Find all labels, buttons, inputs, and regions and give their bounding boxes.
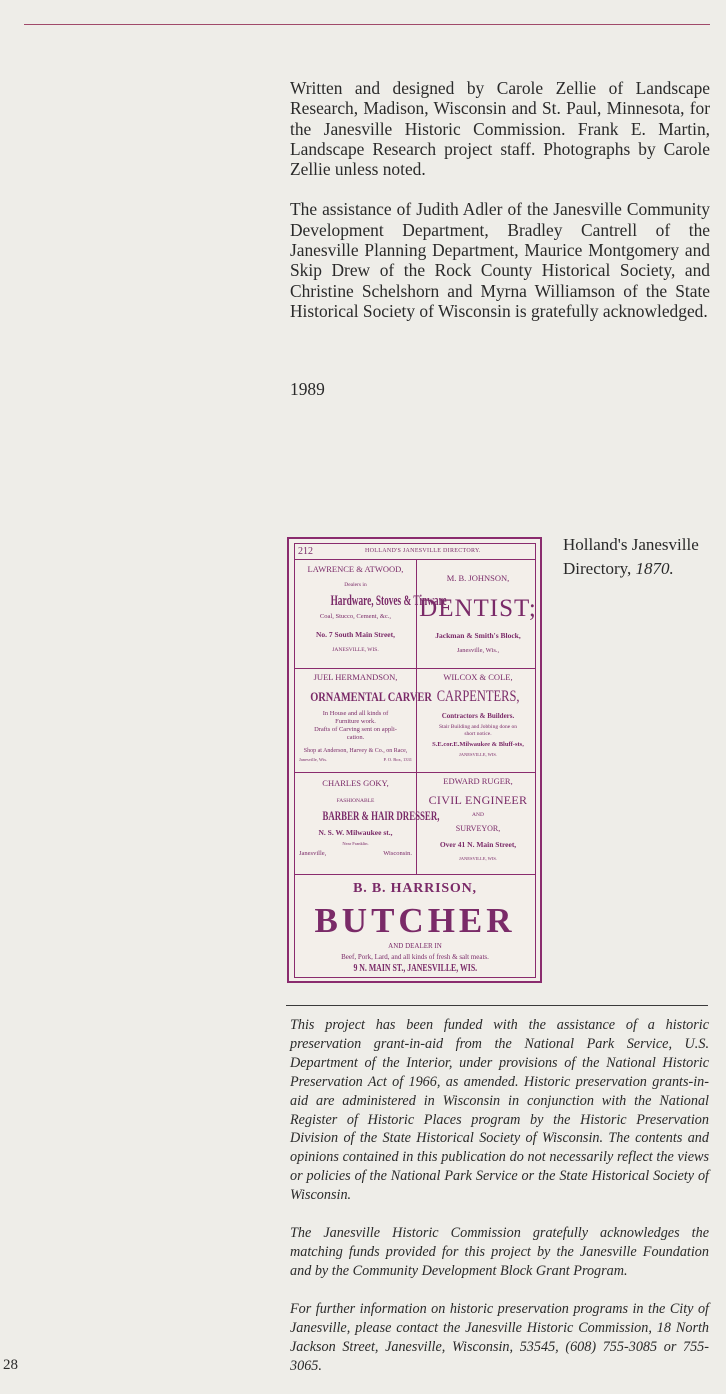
ad-lawrence-atwood (295, 564, 447, 654)
ad-address: N. S. W. Milwaukee st., (318, 828, 393, 837)
ad-line: SURVEYOR, (455, 824, 501, 833)
row-divider-1 (295, 668, 535, 669)
acknowledgement-paragraph: The assistance of Judith Adler of the Janesville Community Development Department, Bradley Cantrell of the Janesville Planning Department, Maurice Montgomery and Skip Drew of the Rock County Historical Society, and Christine Schelshorn and Myrna Williamson of the State Historical Society of Wisconsin is gratefully acknowledged. (290, 199, 710, 321)
intro-text (290, 78, 710, 341)
row-divider-3 (295, 874, 535, 875)
ad-line: In House and all kinds of (322, 710, 389, 717)
directory-title: HOLLAND'S JANESVILLE DIRECTORY. (365, 548, 481, 554)
caption-title: Holland's Janesville Directory, (563, 535, 699, 578)
ad-line: AND (472, 812, 484, 818)
ad-trade: BARBER & HAIR DRESSER, (322, 808, 440, 823)
page-number: 28 (3, 1357, 18, 1373)
ad-line: cation. (346, 734, 365, 741)
ad-line: short notice. (464, 731, 492, 737)
funding-notes (290, 1016, 709, 1394)
directory-advertisement (287, 537, 542, 983)
ad-wilcox-cole (417, 672, 539, 759)
funding-paragraph: This project has been funded with the assistance of a historic preservation grant-in-aid from the National Park Service, U.S. Department of the Interior, under provisions of the National Historic Preservation Act of 1966, as amended. Historic preservation grants-in-aid are administered in Wisconsin in conjunction with the National Register of Historic Places program by the Historic Preservation Division of the State Historical Society of Wisconsin. The contents and opinions contained in this publication do not necessarily reflect the views or policies of the National Park Service or the State Historical Society of Wisconsin. (290, 1017, 709, 1204)
ad-trade: DENTIST; (419, 595, 537, 622)
ad-ruger (417, 776, 539, 863)
funding-rule (286, 1005, 708, 1006)
publication-year: 1989 (290, 379, 325, 399)
contact-paragraph: For further information on historic preservation programs in the City of Janesville, please contact the Janesville Historic Commission, 18 North Jackson Street, Janesville, Wisconsin, 53545, (608) 755-3085 or 755-3065. (290, 1300, 709, 1374)
top-rule (24, 24, 710, 25)
ad-city: Janesville, (299, 850, 327, 857)
ad-address: 9 N. MAIN ST., JANESVILLE, WIS. (353, 963, 477, 974)
ad-box: P. O. Box, 1331 (383, 757, 412, 762)
ad-city: Janesville, Wis., (456, 647, 500, 654)
ad-goky (295, 778, 440, 858)
ad-name: EDWARD RUGER, (443, 776, 513, 786)
credits-paragraph: Written and designed by Carole Zellie of Landscape Research, Madison, Wisconsin and St. Paul, Minnesota, for the Janesville Historic Commission. Frank E. Martin, Landscape Research project staff. Photographs by Carole Zellie unless noted. (290, 78, 710, 180)
ad-line: Drafts of Carving sent on appli- (314, 726, 397, 733)
ad-city: JANESVILLE, WIS. (458, 856, 498, 861)
directory-header (295, 544, 535, 560)
ad-trade: Hardware, Stoves & Tinware (330, 593, 447, 609)
ad-line: Contractors & Builders. (441, 712, 515, 720)
ad-name: LAWRENCE & ATWOOD, (307, 564, 404, 574)
ad-city: JANESVILLE, WIS. (458, 752, 498, 757)
ad-line: Beef, Pork, Lard, and all kinds of fresh & salt meats. (341, 953, 489, 961)
ad-trade: CIVIL ENGINEER (428, 793, 528, 807)
ad-city-row (295, 850, 416, 858)
directory-page (294, 543, 536, 978)
ad-address: Shop at Anderson, Harvey & Co., on Race, (303, 748, 408, 754)
ad-line: FASHIONABLE (336, 798, 375, 804)
ad-line: AND DEALER IN (388, 942, 442, 950)
ad-name: M. B. JOHNSON, (446, 573, 510, 583)
ad-city: JANESVILLE, WIS. (332, 647, 379, 653)
ad-line: Furniture work. (335, 718, 376, 725)
ad-hermandson (295, 672, 432, 764)
directory-page-number: 212 (298, 546, 313, 557)
ad-line: Stair Building and Jobbing done on (438, 724, 518, 730)
ad-trade: ORNAMENTAL CARVER (310, 689, 432, 704)
ad-trade: CARPENTERS, (436, 688, 520, 705)
ad-name: CHARLES GOKY, (322, 778, 389, 788)
ad-city: Janesville, Wis. (299, 757, 328, 762)
ad-name: JUEL HERMANDSON, (313, 672, 398, 682)
ad-address: Over 41 N. Main Street, (439, 840, 517, 849)
ad-trade: BUTCHER (314, 901, 516, 940)
ad-harrison (295, 880, 535, 975)
caption-year: 1870. (635, 558, 674, 578)
ad-name: B. B. HARRISON, (353, 881, 477, 896)
matching-funds-paragraph: The Janesville Historic Commission gratefully acknowledges the matching funds provided for this project by the Janesville Foundation and by the Community Development Block Grant Program. (290, 1225, 709, 1279)
ad-line: Coal, Stucco, Cement, &c., (319, 613, 392, 620)
ad-address: No. 7 South Main Street, (315, 630, 396, 639)
ad-city-row (295, 756, 416, 764)
ad-address: S.E.cor.E.Milwaukee & Bluff-sts, (432, 741, 524, 748)
ad-line: Near Franklin. (342, 841, 369, 846)
ad-johnson (417, 573, 539, 655)
ad-state: Wisconsin. (383, 850, 412, 857)
row-divider-2 (295, 772, 535, 773)
ad-name: WILCOX & COLE, (443, 672, 513, 682)
ad-address: Jackman & Smith's Block, (435, 631, 521, 640)
figure-caption (563, 533, 723, 580)
ad-line: Dealers in (344, 582, 367, 588)
